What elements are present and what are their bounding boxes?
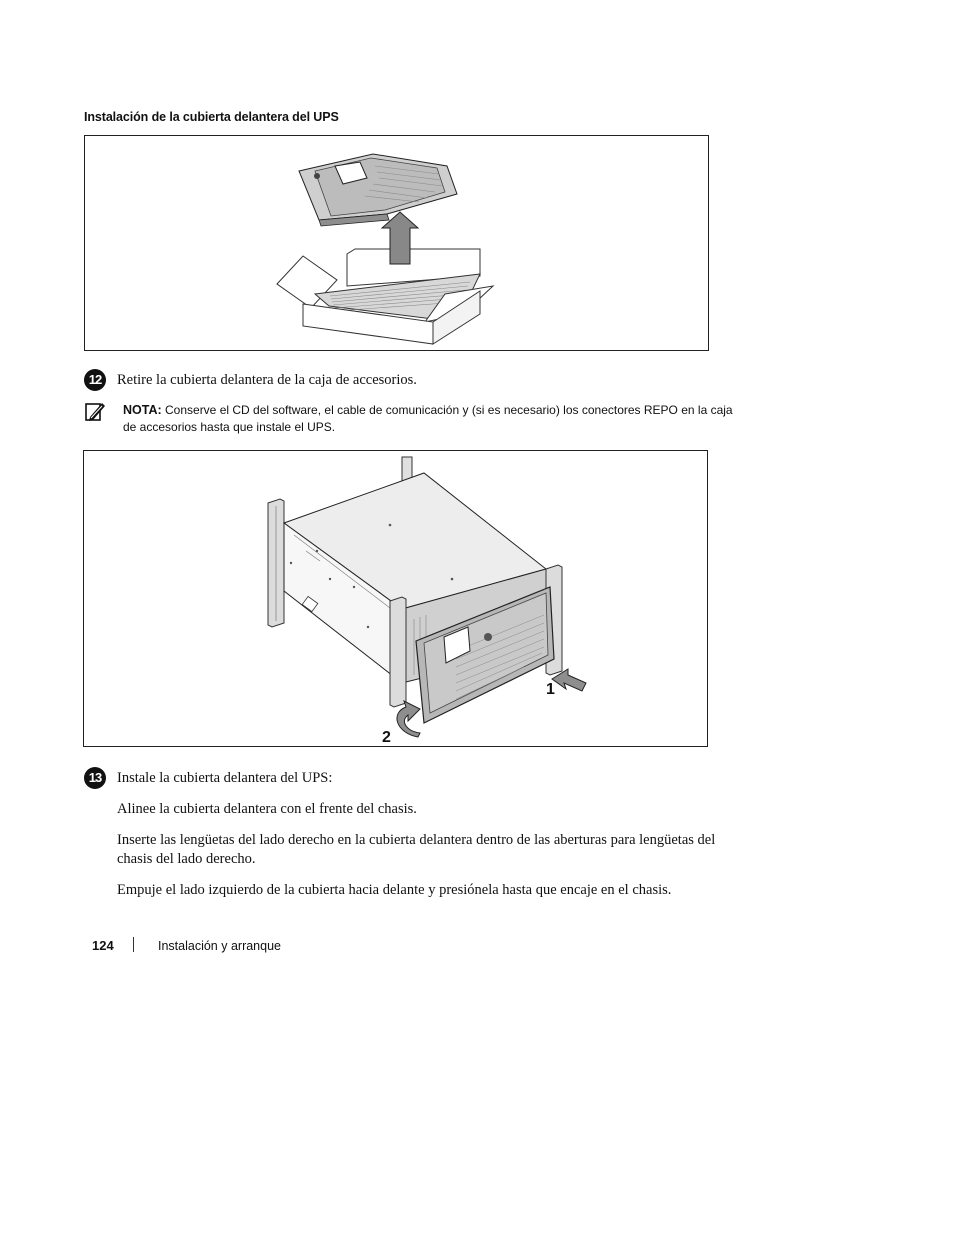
note-block (123, 402, 748, 436)
note-label: NOTA: (123, 403, 162, 417)
substep-text: Empuje el lado izquierdo de la cubierta hacia delante y presiónela hasta que encaje en el chasis. (117, 882, 672, 898)
step-text: Retire la cubierta delantera de la caja de accesorios. (117, 372, 417, 388)
substep-text: Alinee la cubierta delantera con el frente del chasis. (117, 801, 417, 817)
substep-text: Inserte las lengüetas del lado derecho en la cubierta delantera dentro de las aberturas para lengüetas del chasis del lado derecho. (117, 832, 716, 867)
figure-install-cover (83, 450, 708, 747)
page-number: 124 (92, 938, 114, 953)
footer-divider (133, 937, 134, 952)
callout-label: 1 (546, 681, 555, 698)
callout-label: 2 (382, 729, 391, 746)
section-title: Instalación de la cubierta delantera del UPS (84, 110, 339, 124)
note-text: Conserve el CD del software, el cable de comunicación y (si es necesario) los conectores REPO en la caja de accesorios hasta que instale el UPS. (123, 403, 733, 434)
illustration-accessory-box (85, 136, 708, 350)
figure-remove-cover (84, 135, 709, 351)
step-text: Instale la cubierta delantera del UPS: (117, 770, 333, 786)
step-number-badge: 12 (84, 369, 106, 391)
note-pencil-icon (84, 400, 106, 422)
footer-section: Instalación y arranque (158, 939, 281, 953)
step-number-badge: 13 (84, 767, 106, 789)
illustration-ups-chassis (84, 451, 707, 746)
